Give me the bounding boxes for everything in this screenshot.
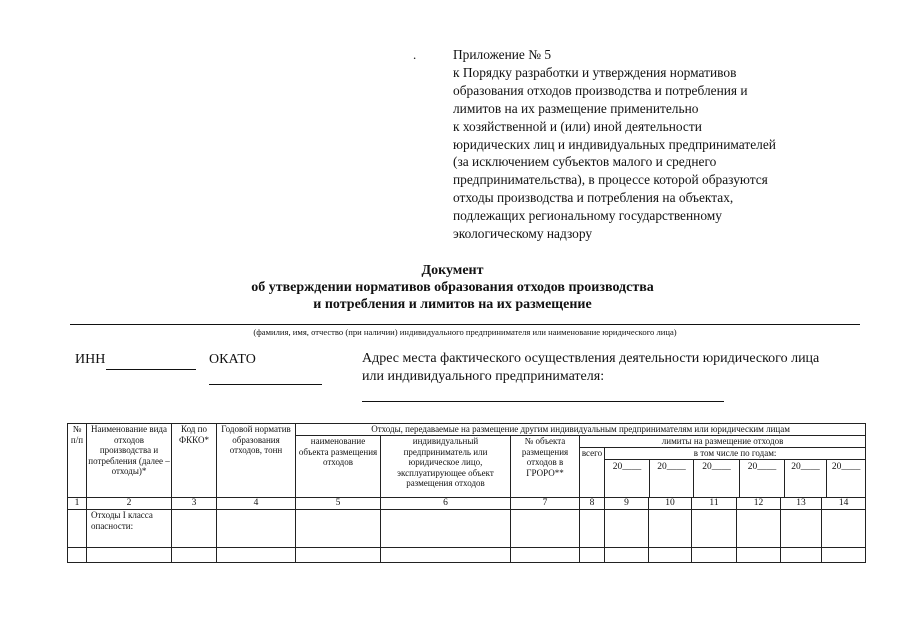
- table-cell: [649, 510, 692, 548]
- appendix-title: Приложение № 5: [453, 47, 552, 62]
- column-number: 1: [68, 498, 87, 510]
- header-year: 20____: [831, 462, 861, 472]
- appendix-line: образования отходов производства и потребления и: [453, 82, 748, 98]
- table-cell: [296, 510, 381, 548]
- table-cell: [692, 548, 737, 563]
- column-number: 3: [172, 498, 217, 510]
- appendix-line: юридических лиц и индивидуальных предпринимателей: [453, 136, 776, 152]
- appendix-line: подлежащих региональному государственному: [453, 208, 722, 224]
- table-cell: [580, 510, 605, 548]
- table-cell: [68, 510, 87, 548]
- table-cell: [68, 548, 87, 563]
- table-cell: [605, 548, 649, 563]
- table-cell: [381, 510, 511, 548]
- header-col-facility-name: наименование объекта размещения отходов: [296, 436, 381, 498]
- table-cell: [781, 510, 822, 548]
- column-number: 10: [649, 498, 692, 510]
- table-cell: [511, 510, 580, 548]
- header-year: 20____: [694, 460, 740, 497]
- waste-limits-table: [67, 423, 866, 563]
- table-cell: [737, 548, 781, 563]
- header-col-annual-norm: Годовой норматив образования отходов, тонн: [217, 424, 296, 498]
- header-col-waste-name: Наименование вида отходов производства и потребления (далее – отходы)*: [87, 424, 172, 498]
- column-number: 13: [781, 498, 822, 510]
- table-cell: [822, 510, 866, 548]
- name-entry-line: [70, 324, 860, 325]
- table-cell: [381, 548, 511, 563]
- inn-entry-line: [106, 369, 196, 370]
- table-cell: [511, 548, 580, 563]
- table-cell: [217, 548, 296, 563]
- appendix-line: (за исключением субъектов малого и среднего: [453, 154, 717, 170]
- stray-dot: .: [413, 47, 417, 62]
- appendix-line: к Порядку разработки и утверждения нормативов: [453, 64, 737, 80]
- header-col-total: всего: [580, 448, 605, 498]
- table-cell: [822, 548, 866, 563]
- column-number-row: [68, 498, 866, 510]
- header-col-groro-number: № объекта размещения отходов в ГРОРО**: [511, 436, 580, 498]
- table-cell: [692, 510, 737, 548]
- okato-entry-line: [209, 384, 322, 385]
- okato-label: ОКАТО: [209, 352, 256, 367]
- table-cell: [87, 548, 172, 563]
- header-year: 20____: [605, 460, 650, 497]
- appendix-block: [453, 46, 776, 243]
- table-cell: [737, 510, 781, 548]
- header-col-fkko-code: Код по ФККО*: [172, 424, 217, 498]
- header-group-transferred: Отходы, передаваемые на размещение другим индивидуальным предпринимателям или юридическим лицам: [296, 424, 866, 436]
- header-group-limits: лимиты на размещение отходов: [580, 436, 866, 448]
- address-entry-line: [362, 401, 724, 402]
- column-number: 9: [605, 498, 649, 510]
- table-cell: [781, 548, 822, 563]
- column-number: 12: [737, 498, 781, 510]
- table-row: [68, 548, 866, 563]
- address-label: или индивидуального предпринимателя:: [362, 369, 605, 384]
- document-subtitle: и потребления и лимитов на их размещение: [313, 297, 592, 312]
- header-col-number: № п/п: [68, 424, 87, 498]
- column-number: 2: [87, 498, 172, 510]
- document-title: Документ: [421, 263, 484, 278]
- table-cell: [217, 510, 296, 548]
- inn-label: ИНН: [75, 352, 106, 367]
- appendix-line: к хозяйственной и (или) иной деятельности: [453, 118, 702, 134]
- address-label: Адрес места фактического осуществления деятельности юридического лица: [362, 351, 820, 366]
- document-subtitle: об утверждении нормативов образования отходов производства: [251, 280, 654, 295]
- column-number: 14: [822, 498, 866, 510]
- header-year: 20____: [740, 460, 785, 497]
- table-cell: [649, 548, 692, 563]
- table-cell: [172, 510, 217, 548]
- header-col-operator: индивидуальный предприниматель или юридическое лицо, эксплуатирующее объект размещения отходов: [381, 436, 511, 498]
- header-group-years: в том числе по годам:: [693, 448, 777, 458]
- appendix-line: лимитов на их размещение применительно: [453, 100, 699, 116]
- column-number: 11: [692, 498, 737, 510]
- appendix-line: экологическому надзору: [453, 226, 593, 242]
- column-number: 8: [580, 498, 605, 510]
- appendix-line: отходы производства и потребления на объектах,: [453, 190, 734, 206]
- year-columns: [605, 459, 865, 497]
- header-years-cell: [605, 448, 866, 498]
- header-year: 20____: [785, 460, 827, 497]
- header-year: 20____: [650, 460, 694, 497]
- table-cell: [580, 548, 605, 563]
- table-cell: [605, 510, 649, 548]
- table-cell: [172, 548, 217, 563]
- column-number: 7: [511, 498, 580, 510]
- name-caption: (фамилия, имя, отчество (при наличии) индивидуального предпринимателя или наименование юридического лица): [253, 327, 677, 337]
- column-number: 6: [381, 498, 511, 510]
- column-number: 5: [296, 498, 381, 510]
- table-row: [68, 510, 866, 548]
- column-number: 4: [217, 498, 296, 510]
- waste-class-label: Отходы I класса опасности:: [87, 510, 172, 548]
- table-cell: [296, 548, 381, 563]
- appendix-line: предпринимательства), в процессе которой образуются: [453, 172, 768, 188]
